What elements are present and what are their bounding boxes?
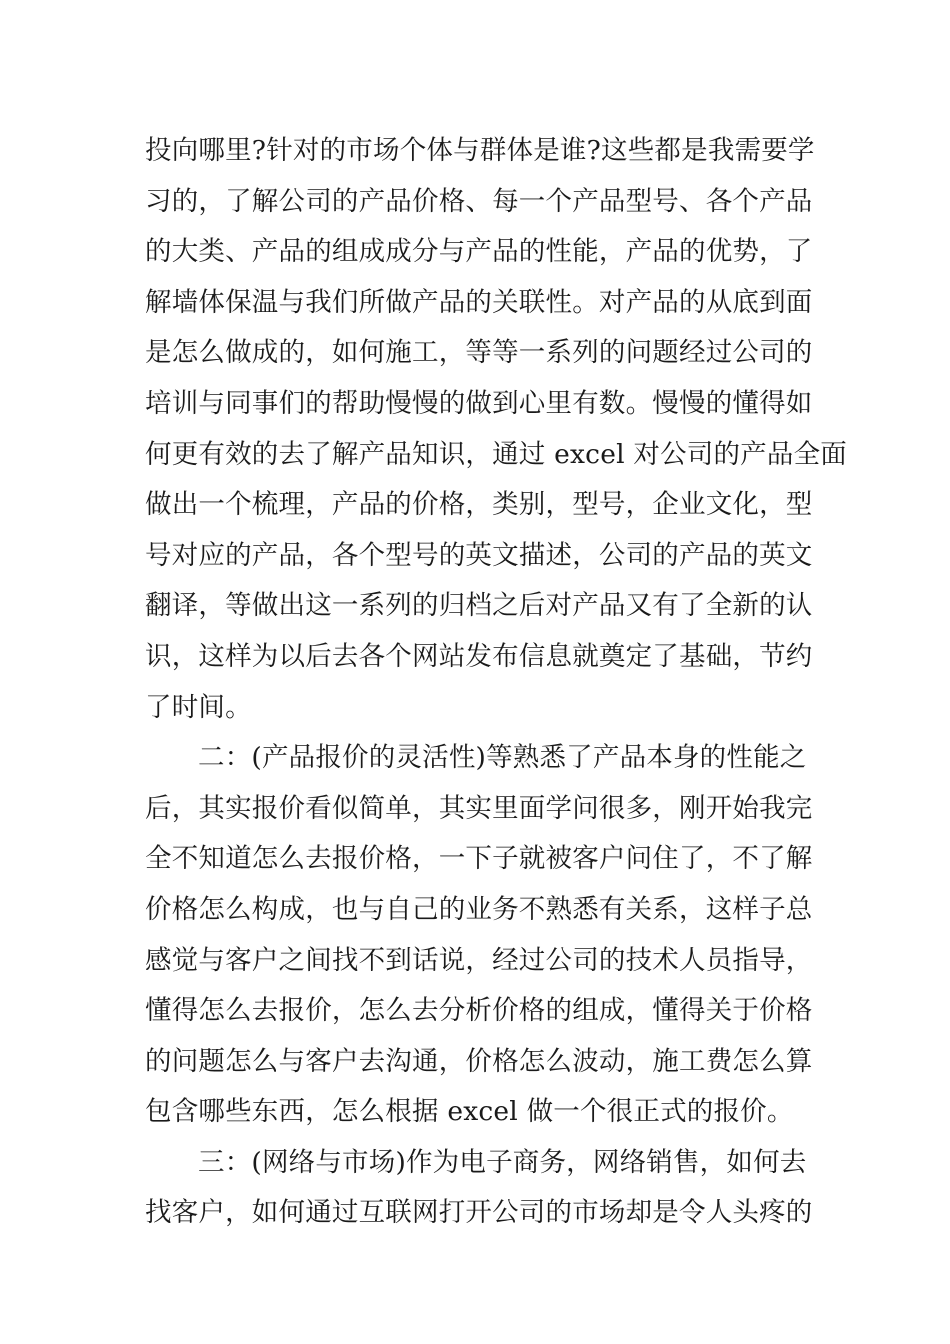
text-line: 解墙体保温与我们所做产品的关联性。对产品的从底到面 (145, 286, 813, 318)
text-line: 号对应的产品，各个型号的英文描述，公司的产品的英文 (145, 539, 813, 571)
text-line: 何更有效的去了解产品知识，通过 excel 对公司的产品全面 (145, 438, 847, 470)
paragraph-start-line: 三：(网络与市场)作为电子商务，网络销售，如何去 (198, 1146, 807, 1178)
text-line: 找客户，如何通过互联网打开公司的市场却是令人头疼的 (145, 1197, 813, 1229)
text-line: 投向哪里?针对的市场个体与群体是谁?这些都是我需要学 (145, 135, 815, 166)
text-line: 了时间。 (145, 691, 252, 723)
text-line: 价格怎么构成，也与自己的业务不熟悉有关系，这样子总 (145, 893, 813, 925)
text-line: 翻译，等做出这一系列的归档之后对产品又有了全新的认 (145, 590, 813, 622)
text-line: 是怎么做成的，如何施工，等等一系列的问题经过公司的 (145, 337, 813, 369)
text-line: 包含哪些东西，怎么根据 excel 做一个很正式的报价。 (145, 1096, 794, 1128)
text-line: 全不知道怎么去报价格，一下子就被客户问住了，不了解 (145, 843, 813, 875)
text-line: 的问题怎么与客户去沟通，价格怎么波动，施工费怎么算 (145, 1045, 813, 1077)
text-line: 识，这样为以后去各个网站发布信息就奠定了基础，节约 (145, 640, 813, 672)
text-line: 的大类、产品的组成成分与产品的性能，产品的优势，了 (145, 236, 813, 268)
text-line: 懂得怎么去报价，怎么去分析价格的组成，懂得关于价格 (145, 995, 813, 1027)
text-line: 做出一个梳理，产品的价格，类别，型号，企业文化，型 (145, 489, 813, 521)
text-line: 感觉与客户之间找不到话说，经过公司的技术人员指导， (145, 944, 813, 976)
text-line: 后，其实报价看似简单，其实里面学问很多，刚开始我完 (145, 792, 813, 824)
text-line: 培训与同事们的帮助慢慢的做到心里有数。慢慢的懂得如 (145, 387, 813, 419)
paragraph-start-line: 二：(产品报价的灵活性)等熟悉了产品本身的性能之 (198, 742, 807, 774)
text-line: 习的，了解公司的产品价格、每一个产品型号、各个产品 (145, 185, 813, 217)
body-text (145, 126, 847, 1239)
